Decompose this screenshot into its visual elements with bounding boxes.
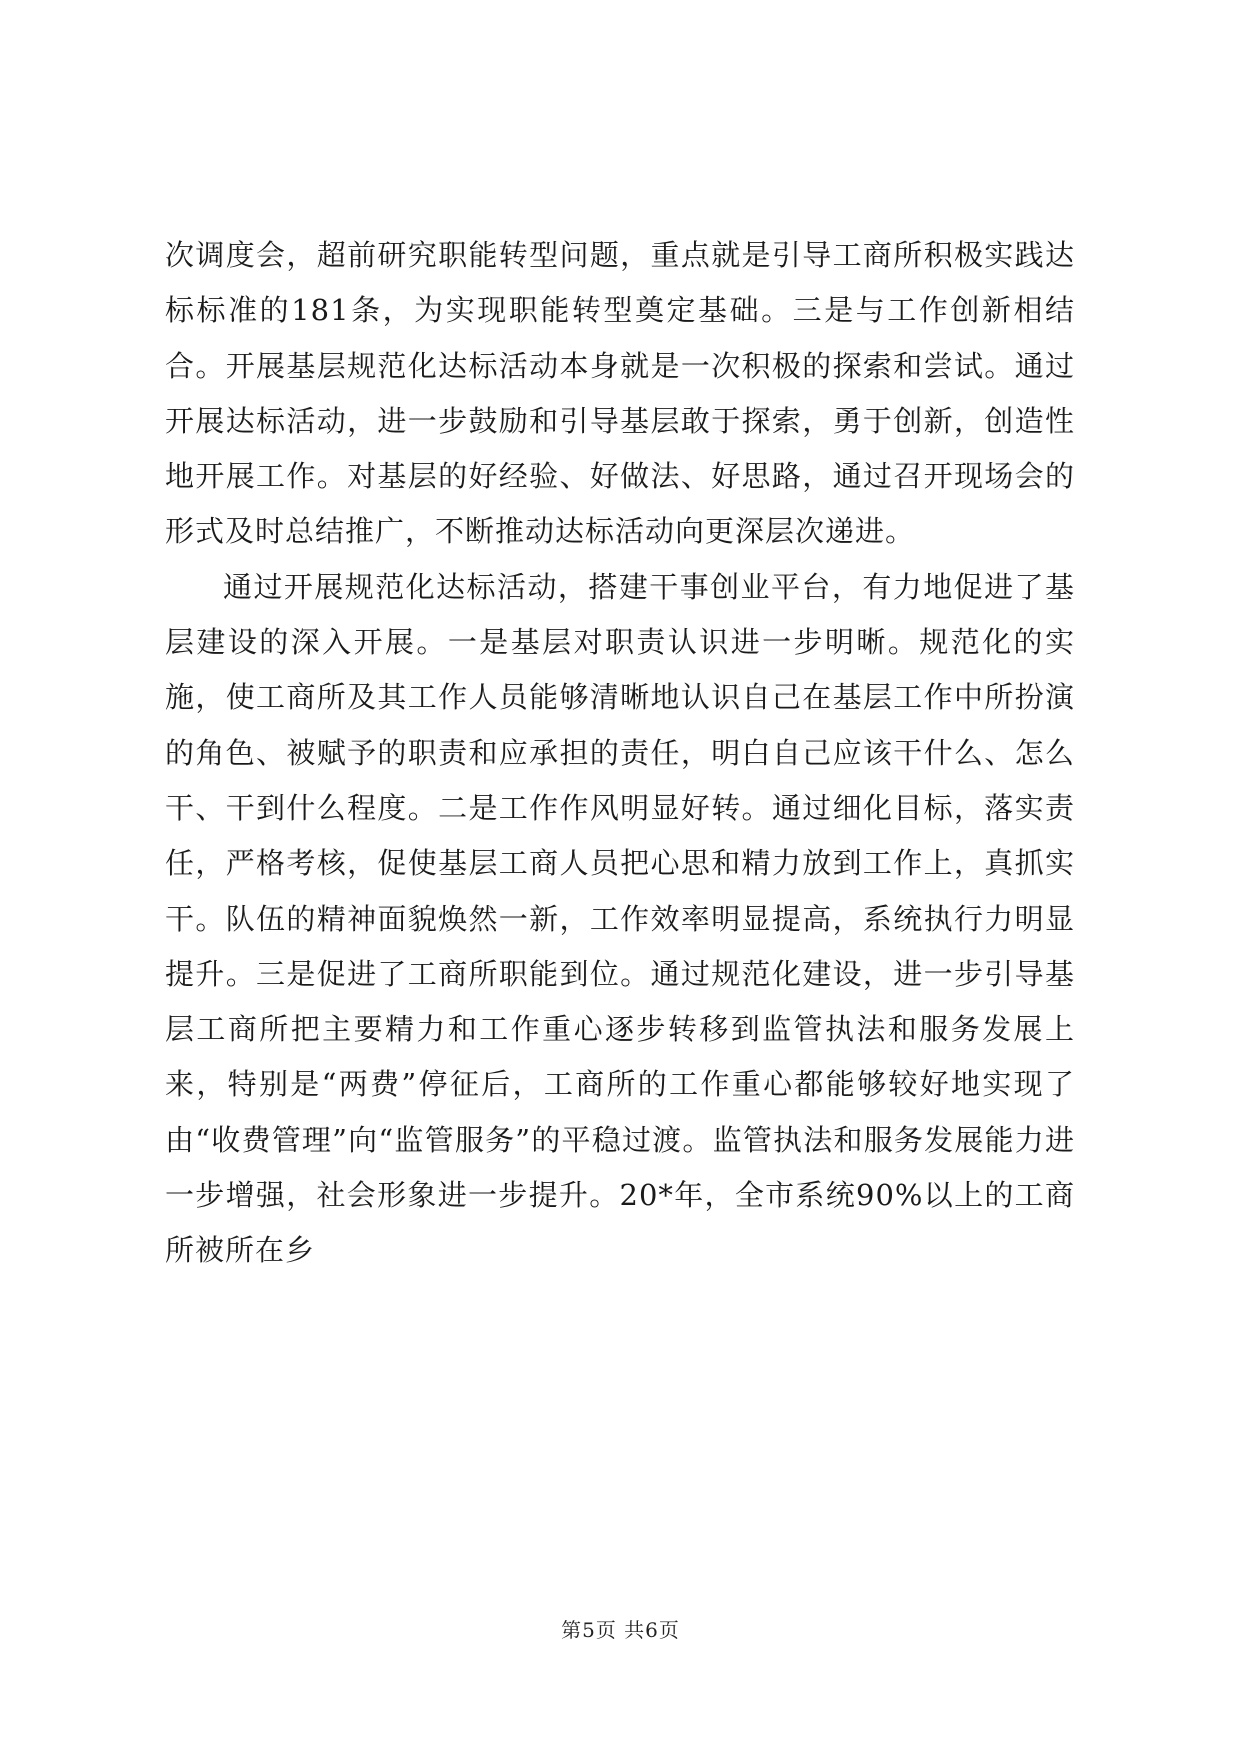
paragraph-1: 次调度会，超前研究职能转型问题，重点就是引导工商所积极实践达标标准的181条，为实现职能转型奠定基础。三是与工作创新相结合。开展基层规范化达标活动本身就是一次积极的探索和尝试。通过开展达标活动，进一步鼓励和引导基层敢于探索，勇于创新，创造性地开展工作。对基层的好经验、好做法、好思路，通过召开现场会的形式及时总结推广，不断推动达标活动向更深层次递进。 (165, 238, 1075, 549)
body-text (165, 228, 1075, 1279)
paragraph-2: 通过开展规范化达标活动，搭建干事创业平台，有力地促进了基层建设的深入开展。一是基层对职责认识进一步明晰。规范化的实施，使工商所及其工作人员能够清晰地认识自己在基层工作中所扮演的角色、被赋予的职责和应承担的责任，明白自己应该干什么、怎么干、干到什么程度。二是工作作风明显好转。通过细化目标，落实责任，严格考核，促使基层工商人员把心思和精力放到工作上，真抓实干。队伍的精神面貌焕然一新，工作效率明显提高，系统执行力明显提升。三是促进了工商所职能到位。通过规范化建设，进一步引导基层工商所把主要精力和工作重心逐步转移到监管执法和服务发展上来，特别是“两费”停征后，工商所的工作重心都能够较好地实现了由“收费管理”向“监管服务”的平稳过渡。监管执法和服务发展能力进一步增强，社会形象进一步提升。20*年，全市系统90%以上的工商所被所在乡 (165, 569, 1075, 1268)
page-footer: 第5页 共6页 (561, 1618, 680, 1642)
